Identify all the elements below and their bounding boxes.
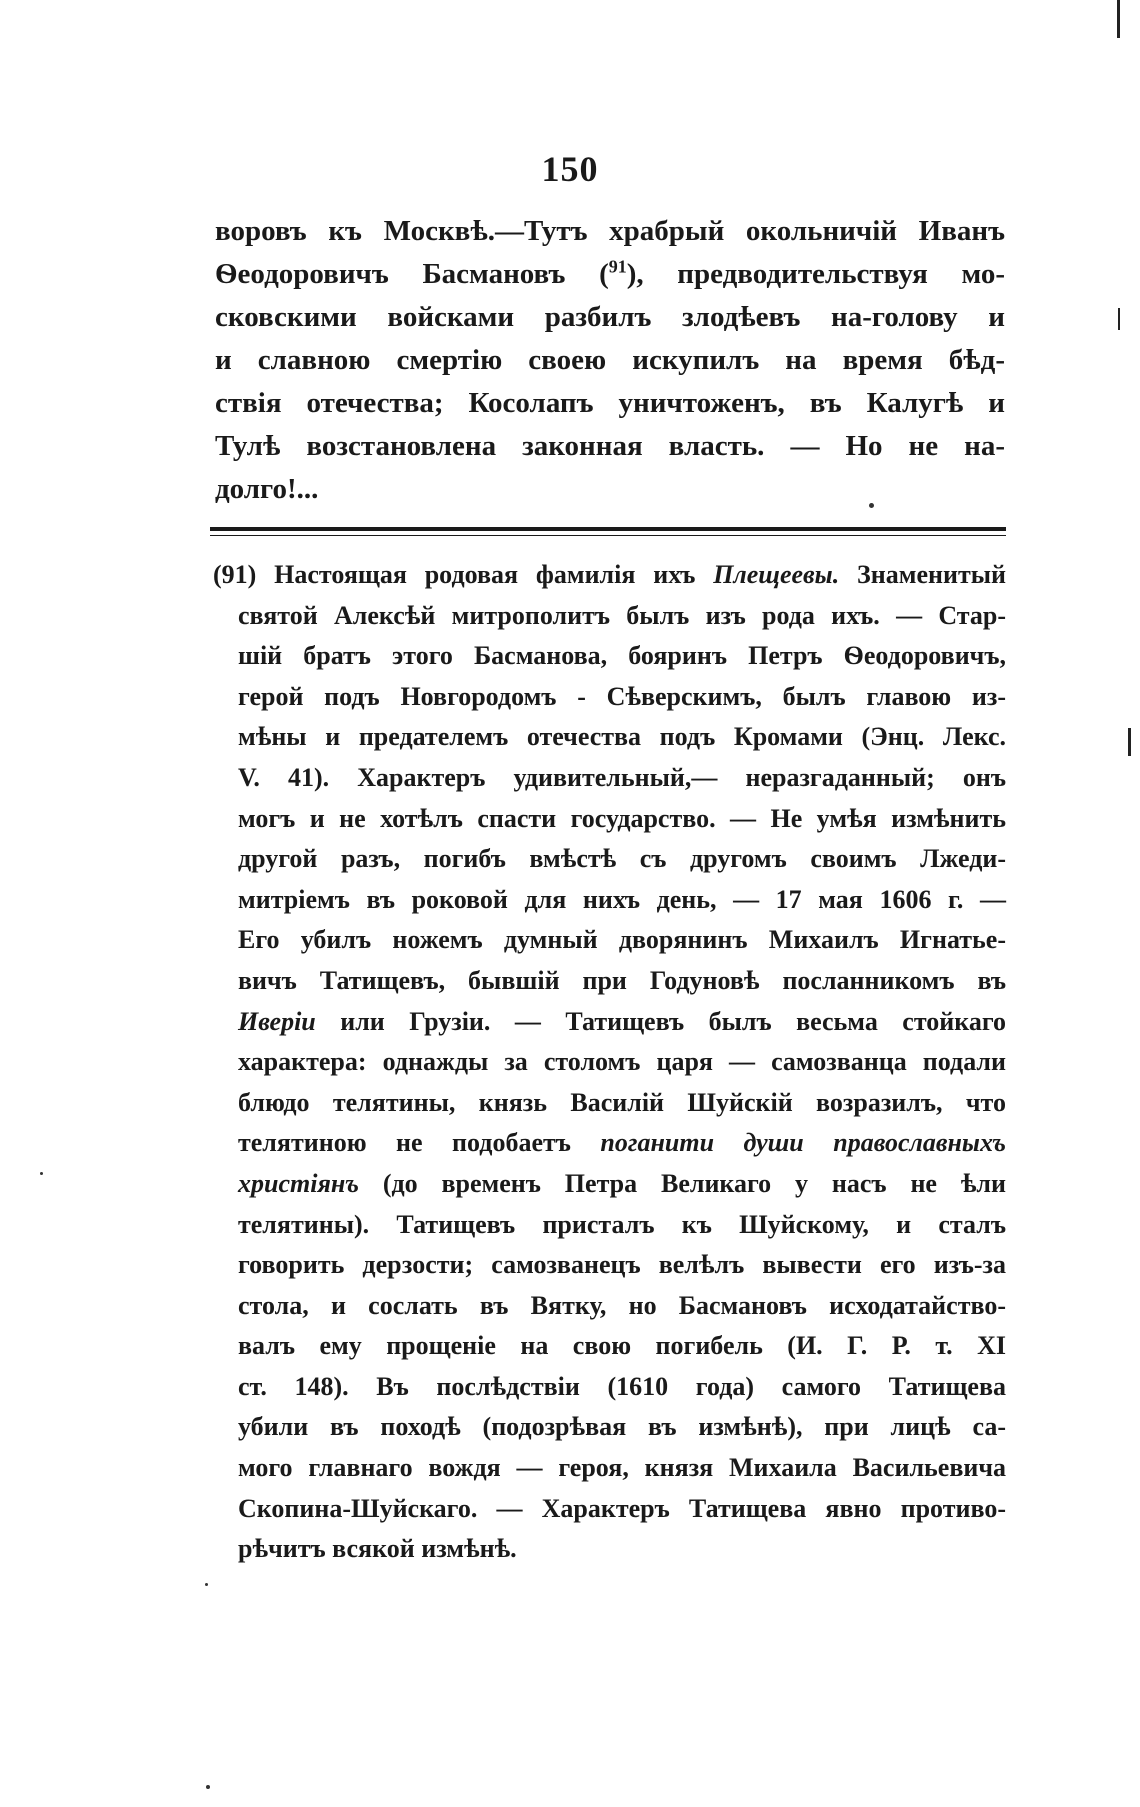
footnote-line: телятины). Татищевъ присталъ къ Шуйскому, и сталъ <box>238 1209 1006 1239</box>
main-text-line <box>215 253 1005 296</box>
footnote-line: рѣчитъ всякой измѣнѣ. <box>238 1534 517 1564</box>
footnote-line: говорить дерзости; самозванецъ велѣлъ вывести его изъ-за <box>238 1250 1006 1280</box>
footnote-separator-rule <box>210 527 1006 531</box>
footnote-segment: или Грузіи. — Татищевъ былъ весьма стойкаго <box>315 1006 1006 1036</box>
page-number: 150 <box>541 149 599 189</box>
footnote-italic-segment: Плещеевы. <box>713 560 840 589</box>
footnote-line: стола, и сослать въ Вятку, но Басмановъ исходатайство- <box>238 1290 1006 1320</box>
main-text-line: Тулѣ возстановлена законная власть. — Но не на- <box>215 430 1005 462</box>
footnote-line: мого главнаго вождя — героя, князя Михаила Васильевича <box>238 1453 1006 1483</box>
main-text-segment: ), предводительствуя мо- <box>626 258 1005 290</box>
main-text-line: и славною смертію своею искупилъ на время бѣд- <box>215 344 1005 376</box>
footnote-italic-segment: Иверіи <box>238 1006 316 1036</box>
scan-edge-mark <box>1128 728 1131 756</box>
scan-speck <box>205 1583 208 1586</box>
footnote-line: шій братъ этого Басманова, бояринъ Петръ Ѳеодоровичъ, <box>238 641 1006 671</box>
footnote-line: святой Алексѣй митрополитъ былъ изъ рода ихъ. — Стар- <box>238 600 1006 630</box>
main-text-line: долго!... <box>215 473 319 505</box>
footnote-segment: телятиною не подобаетъ <box>238 1128 601 1158</box>
footnote-line <box>213 1164 1006 1205</box>
footnote-line: Скопина-Шуйскаго. — Характеръ Татищева явно противо- <box>238 1493 1006 1523</box>
footnote-line: блюдо телятины, князь Василій Шуйскій возразилъ, что <box>238 1087 1006 1117</box>
footnote-line: другой разъ, погибъ вмѣстѣ съ другомъ своимъ Лжеди- <box>238 844 1006 874</box>
footnote-reference: 91 <box>608 256 627 277</box>
footnote-segment: (до временъ Петра Великаго у насъ не ѣли <box>358 1168 1006 1198</box>
footnote-line: вичъ Татищевъ, бывшій при Годуновѣ посланникомъ въ <box>238 965 1006 995</box>
scan-speck <box>40 1172 43 1175</box>
footnote-line: ст. 148). Въ послѣдствіи (1610 года) самого Татищева <box>238 1371 1006 1401</box>
scan-edge-mark <box>1117 0 1120 38</box>
footnote-block <box>213 555 1006 1570</box>
main-text-line: воровъ къ Москвѣ.—Тутъ храбрый окольничій Иванъ <box>215 215 1005 247</box>
footnote-line: убили въ походѣ (подозрѣвая въ измѣнѣ), при лицѣ са- <box>238 1412 1006 1442</box>
footnote-line: могъ и не хотѣлъ спасти государство. — Не умѣя измѣнить <box>238 803 1006 833</box>
scan-speck <box>206 1785 210 1789</box>
footnote-line <box>213 1123 1006 1164</box>
footnote-separator-thin-rule <box>210 535 1006 536</box>
footnote-line: герой подъ Новгородомъ - Сѣверскимъ, былъ главою из- <box>238 681 1006 711</box>
footnote-line: V. 41). Характеръ удивительный,— неразгаданный; онъ <box>238 762 1006 792</box>
footnote-line <box>213 1002 1006 1043</box>
footnote-line: характера: однажды за столомъ царя — самозванца подали <box>238 1047 1006 1077</box>
main-text-line: ствія отечества; Косолапъ уничтоженъ, въ Калугѣ и <box>215 387 1005 419</box>
footnote-line <box>213 555 1006 596</box>
footnote-line: митріемъ въ роковой для нихъ день, — 17 мая 1606 г. — <box>238 884 1006 914</box>
scan-speck <box>869 503 874 508</box>
footnote-line: валъ ему прощеніе на свою погибель (И. Г. Р. т. XI <box>238 1331 1006 1361</box>
main-text-block <box>215 210 1005 511</box>
footnote-segment: (91) Настоящая родовая фамилія ихъ <box>213 560 714 589</box>
footnote-segment: Знаменитый <box>839 560 1007 589</box>
main-text-segment: Ѳеодоровичъ Басмановъ ( <box>215 258 609 290</box>
scan-edge-mark <box>1118 308 1120 330</box>
footnote-italic-segment: поганити души православныхъ <box>600 1128 1006 1158</box>
footnote-line: мѣны и предателемъ отечества подъ Кромами (Энц. Лекс. <box>238 722 1006 752</box>
footnote-line: Его убилъ ножемъ думный дворянинъ Михаилъ Игнатье- <box>238 925 1006 955</box>
main-text-line: сковскими войсками разбилъ злодѣевъ на-голову и <box>215 301 1005 333</box>
footnote-italic-segment: христіянъ <box>238 1168 359 1198</box>
